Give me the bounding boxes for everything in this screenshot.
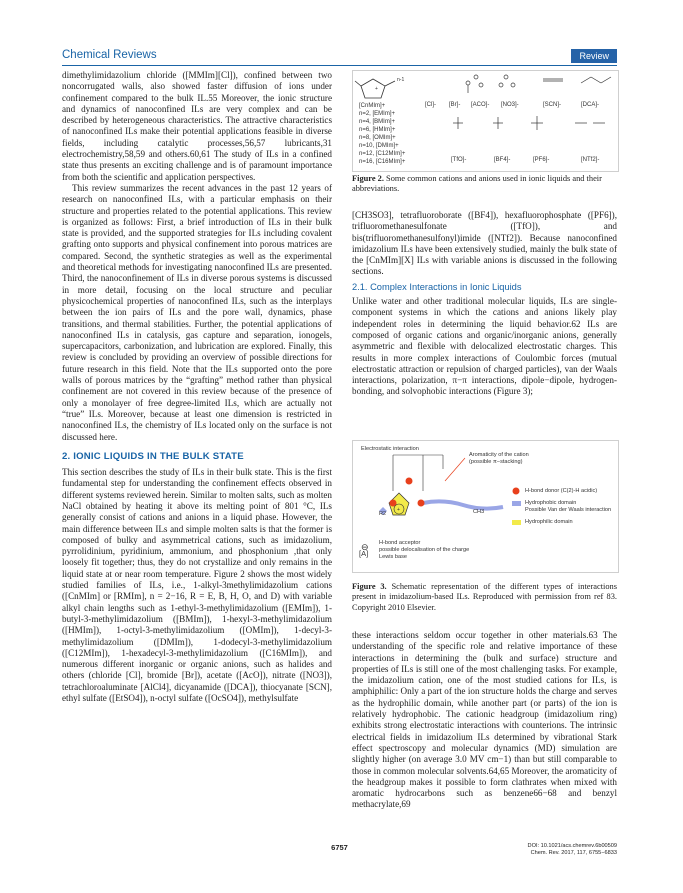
cation-entry: n=4, [BMIm]+: [359, 119, 396, 125]
cation-label: [CnMIm]+: [359, 103, 386, 109]
electrostatic-label: Electrostatic interaction: [361, 446, 419, 452]
page-header: [62, 48, 617, 65]
right-column-bottom: [352, 630, 617, 811]
aromaticity-label: Aromaticity of the cation: [469, 452, 529, 458]
caption-label: Figure 3.: [352, 582, 387, 591]
cation-entry: n=2, [EMIm]+: [359, 111, 396, 117]
r2-label: R2: [379, 511, 387, 517]
legend-swatches: [511, 487, 525, 547]
figure-3-caption: [352, 582, 617, 613]
paragraph: This review summarizes the recent advances in the past 12 years of research on nanoconfined ILs, with a particular emphasis on their structure and properties related to the potential applications. This review is organized as follows: First, a brief introduction of ILs in their bulk state is provided, and the supported strategies for ILs including covalent grafting onto supports and physical confinement into porous matrices are compared. Second, the synthetic strategies as well as the experimental and theoretical methods for investigating nanoconfined ILs are presented. Third, the nanoconfinement of ILs in diverse porous systems is discussed in more detail, focusing on the local structure and peculiar physicochemical properties of nanoconfined ILs, such as the interplays between the ion pairs of ILs and the pore wall, dynamics, phase transitions, and thermal stabilities. Further, the potential applications of nanoconfined ILs in catalysis, gas capture and separation, ionogels, supercapacitors, carbonization, and lubrication are explored. Finally, this review is concluded by providing an overview of possible directions for future research in this field. Note that the ILs supported onto the pore walls of porous matrices by the “grafting” method rather than physical confinement are not covered in this review because of the presence of only a monolayer of free degree-limited ILs, which are actually not “true” ILs. Moreover, because at least one dimension is restricted in nanoconfined ILs, the chemistry of ILs located only on the surface is not discussed here.: [62, 182, 332, 442]
anion-label: [NTf2]-: [581, 157, 600, 163]
figure-2: [352, 70, 617, 194]
subsection-heading: 2.1. Complex Interactions in Ionic Liquids: [352, 281, 522, 292]
legend-hydrophilic: Hydrophilic domain: [525, 519, 573, 525]
acceptor-label-2: possible delocalisation of the charge: [379, 547, 470, 553]
svg-text:n-1: n-1: [397, 77, 405, 83]
aromaticity-label-2: (possible π−stacking): [469, 459, 523, 465]
paragraph: [CH3SO3], tetrafluoroborate ([BF4]), hexafluorophosphate ([PF6]), trifluoromethanesulfonate ([TfO]), and bis(trifluoromethanesulfonyl)imide ([NTf2]). Because nanoconfined imidazolium ILs have been extensively studied, mainly the bulk state of the [CnMIm][X] ILs with variable anions is discussed in the following sections.: [352, 210, 617, 277]
cation-entry: n=10, [DMIm]+: [359, 143, 399, 149]
right-column-top: [352, 210, 617, 398]
header-rule: [62, 65, 617, 66]
doi-block: [528, 843, 617, 857]
legend-hydrophobic: Hydrophobic domain: [525, 500, 577, 506]
anion-label: [ACO]-: [471, 102, 490, 108]
paragraph: Unlike water and other traditional molecular liquids, ILs are single-component systems in which the cations and anions likely play independent roles in determining the liquid behavior.62 ILs are composed of organic cations and organic/inorganic anions, generally asymmetric and flexible with delocalized electrostatic charges. This results in more complex interactions of Coulombic forces (mutual electrostatic attraction or repulsion of charged particles), van der Waals interactions, polarization, π−π interactions, dipole−dipole, hydrogen-bonding, and solvophobic interactions (Figure 3);: [352, 296, 617, 397]
svg-text:+: +: [397, 507, 400, 513]
anion-label: [Br]-: [449, 102, 461, 108]
caption-text: Schematic representation of the different types of interactions present in imidazolium-based ILs. Reproduced with permission from ref 83. Copyright 2010 Elsevier.: [352, 582, 618, 612]
legend-hbond-donor: H-bond donor (C(2)-H acidic): [525, 488, 598, 494]
ch3-label: CH3: [473, 509, 485, 515]
cation-entry: n=16, [C16MIm]+: [359, 159, 406, 165]
anion-label: [BF4]-: [494, 157, 511, 163]
figure-3: [352, 440, 617, 625]
caption-text: Some common cations and anions used in ionic liquids and their abbreviations.: [352, 174, 602, 194]
acceptor-label-3: Lewis base: [379, 554, 407, 560]
anion-label: [Cl]-: [425, 102, 436, 108]
svg-text:+: +: [375, 86, 378, 92]
cation-entry: n=8, [OMIm]+: [359, 135, 396, 141]
review-badge: Review: [571, 49, 617, 63]
cation-entry: n=6, [HMIm]+: [359, 127, 396, 133]
anion-symbol: [A]: [359, 549, 369, 558]
acceptor-label: H-bond acceptor: [379, 540, 421, 546]
section-heading: 2. IONIC LIQUIDS IN THE BULK STATE: [62, 450, 244, 462]
page-footer: [62, 843, 617, 883]
anion-label: [NO3]-: [501, 102, 519, 108]
figure-2-frame: [352, 70, 619, 172]
svg-text:⊖: ⊖: [361, 542, 369, 552]
paragraph: these interactions seldom occur together in other materials.63 The understanding of the specific role and relative importance of these interactions in determining the (bulk and surface) structure and properties of ILs is still one of the most challenging tasks. For example, the imidazolium cation, one of the most studied cations for ILs, is amphiphilic: Only a part of the ion structure holds the charge and serves as the hydrophilic domain, while another part (or parts) of the ion is relatively hydrophobic. The cationic headgroup (imidazolium ring) exhibits strong electrostatic interactions with counterions. The intrinsic electrical fields in imidazolium ILs determined by vibrational Stark effect spectroscopy and molecular dynamics (MD) simulation are slightly higher (on average 3.0 MV cm−1) than but still comparable to those in common molecular solvents.64,65 Moreover, the aromaticity of the headgroup makes it possible to form clathrates when mixed with aromatic hydrocarbons such as benzene66−68 and benzyl methacrylate,69: [352, 630, 617, 810]
journal-title[interactable]: Chemical Reviews: [62, 49, 157, 61]
left-column: [62, 70, 332, 704]
paragraph: dimethylimidazolium chloride ([MMIm][Cl]), confined between two noncorrugated walls, also showed faster diffusion of ions under confinement compared to the bulk IL.55 Moreover, the ionic structure and dynamics of nanoconfined ILs are very complex and can be described by heterogeneous characteristics. The attractive characteristics of nanoconfined ILs make their potential applications feasible in diverse fields, including catalytic processes,56,57 lubricants,31 electrochemistry,58,59 and others.60,61 The study of ILs in a confined state thus presents an exciting challenge and is of paramount importance from both the scientific and application perspectives.: [62, 70, 332, 182]
page-number: 6757: [331, 843, 348, 852]
legend-vdw: Possible Van der Waals interaction: [525, 507, 612, 513]
anion-label: [TfO]-: [451, 157, 467, 163]
citation: Chem. Rev. 2017, 117, 6755−6833: [530, 850, 617, 856]
figure-3-frame: [352, 440, 619, 573]
paragraph: This section describes the study of ILs in their bulk state. This is the first fundamental step for understanding the confinement effects observed in different systems reviewed herein. Similar to molten salts, such as molten NaCl obtained by heating it above its melting point of 801 °C, ILs generally consist of cations and anions in a liquid phase. However, the main difference between ILs and simple molten salts is that the former is composed of bulky and asymmetrical cations, such as imidazolium, pyrrolidinium, pyridinium, ammonium, and phosphonium ,that only loosely fit together; thus, they do not crystallize and only remains in the liquid state at or near room temperature. Figure 2 shows the most widely studied families of ILs, i.e., 1-alkyl-3methylimidazolium cations ([CnMIm] or [RMIm], n = 2−16, R = E, B, H, O, and D) with variable alkyl chain lengths such as 1-ethyl-3-methylimidazolium ([EMIm]), 1-butyl-3-methylimidazolium ([BMIm]), 1-hexyl-3-methylimidazolium ([HMIm]), 1-octyl-3-methylimidazolium ([OMIm]), 1-decyl-3-methylimidazolium ([DMIm]), 1-dodecyl-3-methylimidazolium ([C12MIm]), 1-hexadecyl-3-methylimidazolium ([C16MIm]), and numerous different inorganic or organic anions, such as halides and others (chloride [Cl], bromide [Br]), acetate ([AcO]), nitrate ([NO3]), tetrachloroaluminate [AlCl4], dicyanamide ([DCA]), thiocyanate [SCN], ethyl sulfate ([EtSO4]), n-octyl sulfate ([OcSO4]), methylsulfate: [62, 467, 332, 704]
anion-label: [PF6]-: [533, 157, 550, 163]
figure-2-caption: [352, 174, 617, 195]
anion-label: [DCA]-: [581, 102, 599, 108]
anion-label: [SCN]-: [543, 102, 561, 108]
caption-label: Figure 2.: [352, 174, 384, 183]
doi-link[interactable]: DOI: 10.1021/acs.chemrev.6b00509: [527, 843, 617, 849]
cation-entry: n=12, [C12MIm]+: [359, 151, 406, 157]
